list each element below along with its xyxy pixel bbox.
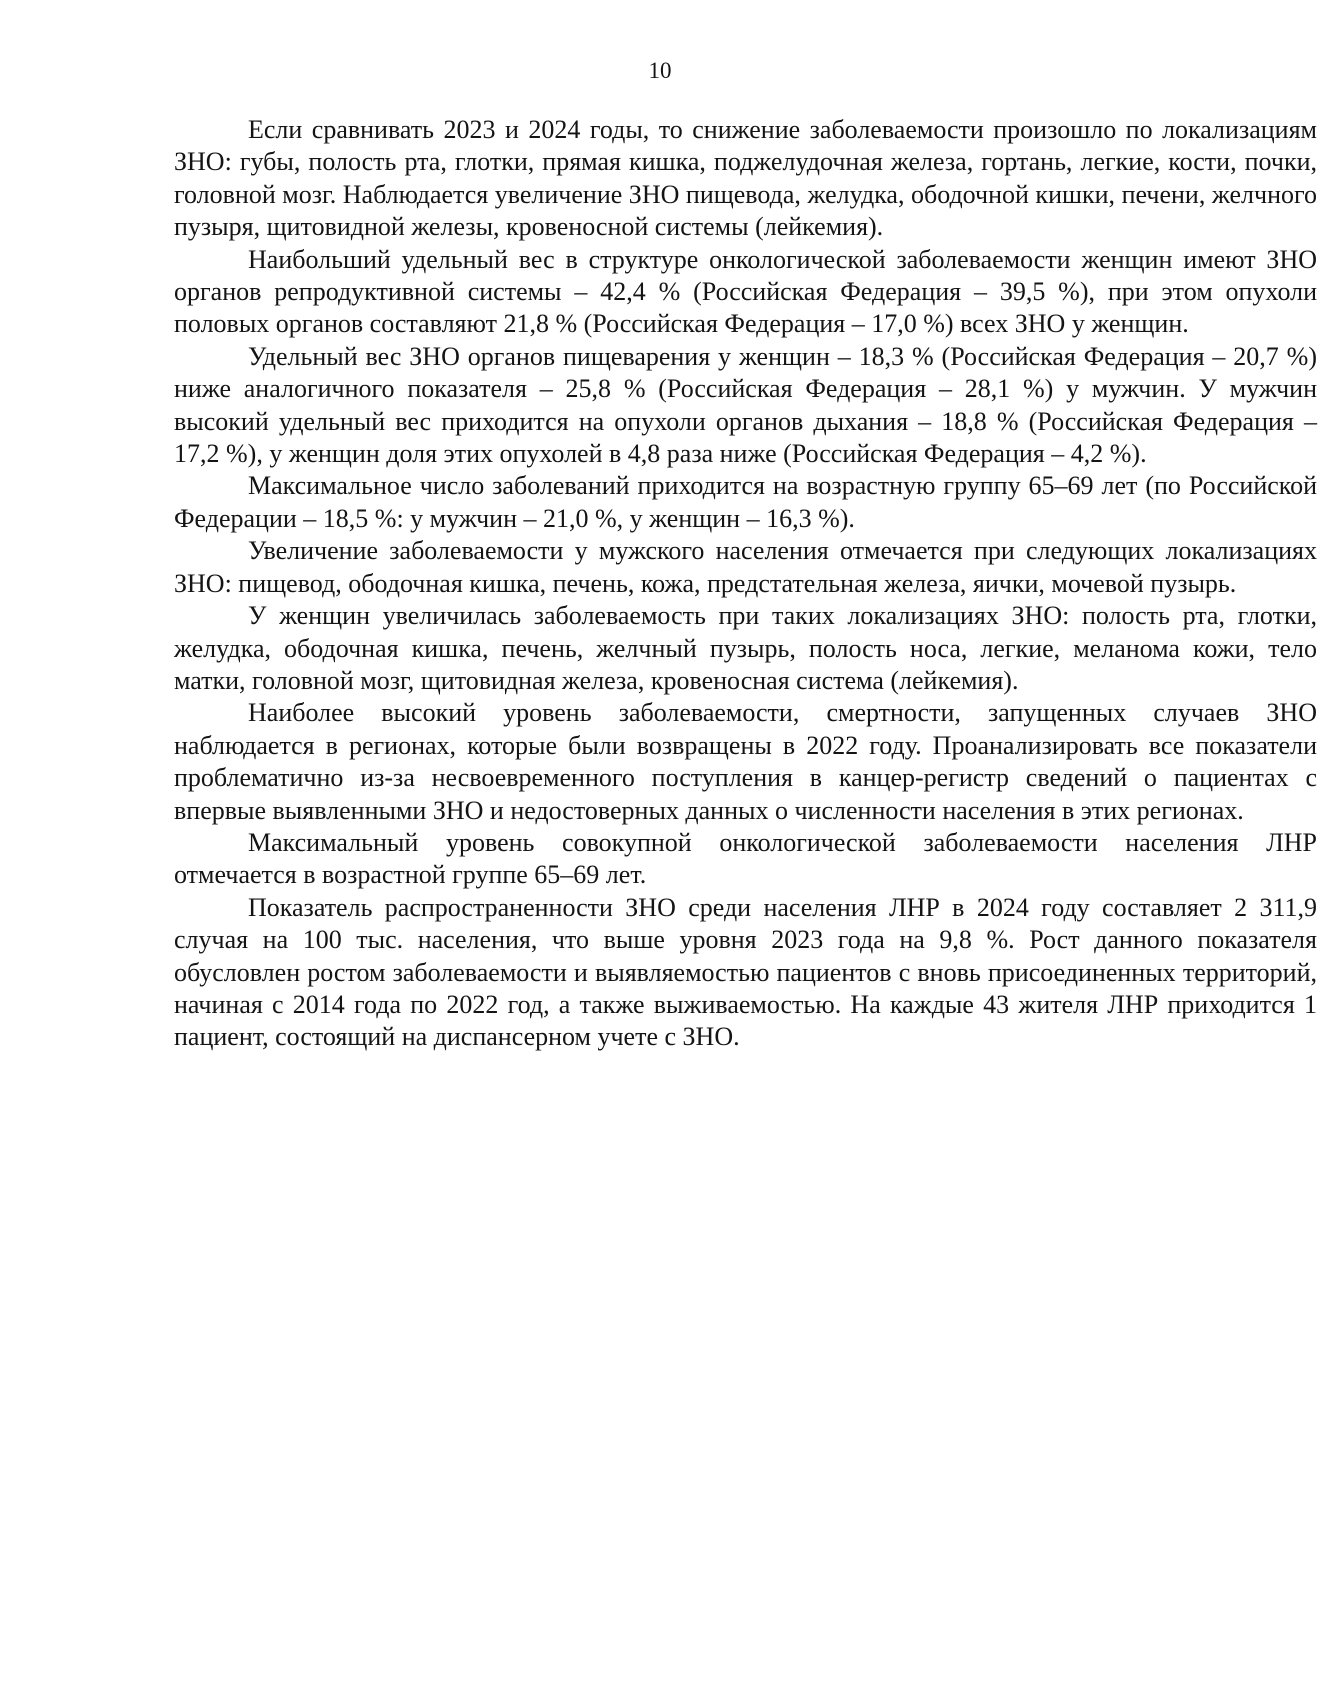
paragraph: Максимальное число заболеваний приходится на возрастную группу 65–69 лет (по Российской Федерации – 18,5 %: у мужчин – 21,0 %, у женщин – 16,3 %).	[174, 471, 1317, 533]
paragraph: Наиболее высокий уровень заболеваемости, смертности, запущенных случаев ЗНО наблюдается в регионах, которые были возвращены в 2022 году. Проанализировать все показатели проблематично из-за несвоевременного поступления в канцер-регистр сведений о пациентах с впервые выявленными ЗНО и недостоверных данных о численности населения в этих регионах.	[174, 698, 1317, 825]
paragraph: Удельный вес ЗНО органов пищеварения у женщин – 18,3 % (Российская Федерация – 20,7 %) ниже аналогичного показателя – 25,8 % (Российская Федерация – 28,1 %) у мужчин. У мужчин высокий удельный вес приходится на опухоли органов дыхания – 18,8 % (Российская Федерация – 17,2 %), у женщин доля этих опухолей в 4,8 раза ниже (Российская Федерация – 4,2 %).	[174, 341, 1317, 469]
paragraph: Максимальный уровень совокупной онкологической заболеваемости населения ЛНР отмечается в возрастной группе 65–69 лет.	[174, 827, 1317, 890]
paragraph: Наибольший удельный вес в структуре онкологической заболеваемости женщин имеют ЗНО органов репродуктивной системы – 42,4 % (Российская Федерация – 39,5 %), при этом опухоли половых органов составляют 21,8 % (Российская Федерация – 17,0 %) всех ЗНО у женщин.	[174, 244, 1317, 339]
paragraph: У женщин увеличилась заболеваемость при таких локализациях ЗНО: полость рта, глотки, желудка, ободочная кишка, печень, желчный пузырь, полость носа, легкие, меланома кожи, тело матки, головной мозг, щитовидная железа, кровеносная система (лейкемия).	[174, 601, 1317, 695]
paragraph: Если сравнивать 2023 и 2024 годы, то снижение заболеваемости произошло по локализациям ЗНО: губы, полость рта, глотки, прямая кишка, поджелудочная железа, гортань, легкие, кости, почки, головной мозг. Наблюдается увеличение ЗНО пищевода, желудка, ободочной кишки, печени, желчного пузыря, щитовидной железы, кровеносной системы (лейкемия).	[174, 115, 1317, 242]
paragraph: Увеличение заболеваемости у мужского населения отмечается при следующих локализациях ЗНО: пищевод, ободочная кишка, печень, кожа, предстательная железа, яички, мочевой пузырь.	[174, 536, 1317, 598]
page-number: 10	[648, 58, 672, 83]
body-text	[174, 114, 1317, 1054]
paragraph: Показатель распространенности ЗНО среди населения ЛНР в 2024 году составляет 2 311,9 случая на 100 тыс. населения, что выше уровня 2023 года на 9,8 %. Рост данного показателя обусловлен ростом заболеваемости и выявляемостью пациентов с вновь присоединенных территорий, начиная с 2014 года по 2022 год, а также выживаемостью. На каждые 43 жителя ЛНР приходится 1 пациент, состоящий на диспансерном учете с ЗНО.	[174, 892, 1317, 1052]
